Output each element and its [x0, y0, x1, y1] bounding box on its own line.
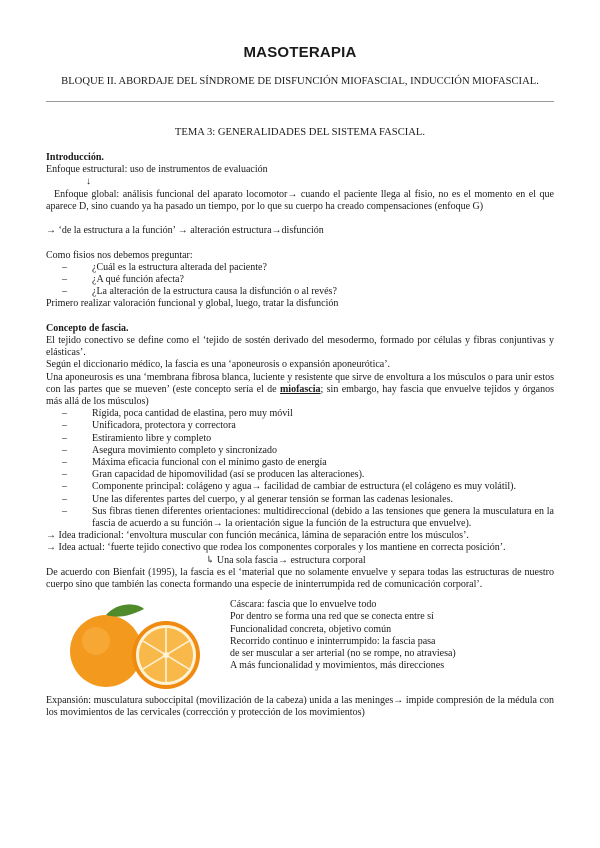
bienfait-quote: De acuerdo con Bienfait (1995), la fascia es el ‘material que no solamente envuelve y separa todas las estructuras de nuestro cuerpo sino que también las conecta formando una especie de ininterrumpida red de comunicación corporal’.	[46, 566, 554, 591]
concept-heading: Concepto de fascia.	[46, 322, 129, 334]
concept-p3-end: ; sin embargo, hay fascia que envuelve tejidos y órganos más allá de los músculos)	[46, 383, 554, 408]
topic-heading: TEMA 3: GENERALIDADES DEL SISTEMA FASCIAL.	[174, 127, 426, 138]
concept-p3-start: Una aponeurosis es una ‘membrana fibrosa blanca, luciente y resistente que sirve de envoltura a los músculos o para unir estos con las partes que se mueven’ (este concepto sería el de	[46, 371, 554, 395]
intro-structural: Enfoque estructural: uso de instrumentos de evaluación	[46, 164, 268, 176]
list-item: – ¿La alteración de la estructura causa la disfunción o al revés?	[46, 286, 554, 298]
idea-current: → Idea actual: ‘fuerte tejido conectivo que rodea los componentes corporales y los mantiene en correcta posición’.	[46, 542, 506, 554]
down-arrow: ↓	[86, 176, 91, 188]
intro-global: Enfoque global: análisis funcional del aparato locomotor→ cuando el paciente llega al fisio, no es el momento en el que aparece D, sino cuando ya ha pasado un tiempo, por lo que su cuerpo ha creado compensaciones (enfoque G)	[46, 188, 554, 212]
list-item: – Gran capacidad de hipomovilidad (así se producen las alteraciones).	[46, 469, 554, 481]
orange-section	[46, 599, 554, 691]
list-item: – Máxima eficacia funcional con el mínimo gasto de energía	[46, 457, 554, 469]
fascia-properties-list	[46, 408, 554, 530]
orange-image	[66, 599, 212, 691]
document-body	[46, 152, 554, 720]
orange-note: Funcionalidad concreta, objetivo común	[230, 623, 392, 635]
miofascia-term: miofascia	[279, 383, 321, 395]
list-item: – Rígida, poca cantidad de elastina, pero muy móvil	[46, 408, 554, 420]
list-item: – ¿A qué función afecta?	[46, 274, 554, 286]
orange-note: Cáscara: fascia que lo envuelve todo	[230, 599, 377, 611]
list-item: – Estiramiento libre y completo	[46, 433, 554, 445]
concept-paragraph-3	[46, 372, 554, 409]
list-item: – ¿Cuál es la estructura alterada del paciente?	[46, 262, 554, 274]
intro-heading: Introducción.	[46, 152, 104, 163]
orange-note: Por dentro se forma una red que se conecta entre sí	[230, 611, 434, 623]
questions-list	[46, 262, 554, 299]
concept-paragraph-1: El tejido conectivo se define como el ‘tejido de sostén derivado del mesodermo, formado por células y fibras conjuntivas y elásticas’.	[46, 335, 554, 359]
idea-current-sub: ↳ Una sola fascia→ estructura corporal	[206, 554, 366, 566]
list-item: – Unificadora, protectora y correctora	[46, 420, 554, 432]
expansion-paragraph: Expansión: musculatura suboccipital (movilización de la cabeza) unida a las meninges→ impide compresión de la médula con los movimientos de las cervicales (corrección y protección de los movimientos)	[46, 695, 554, 719]
list-item: – Une las diferentes partes del cuerpo, y al generar tensión se forman las cadenas lesionales.	[46, 494, 554, 506]
block-subtitle: BLOQUE II. ABORDAJE DEL SÍNDROME DE DISFUNCIÓN MIOFASCIAL, INDUCCIÓN MIOFASCIAL.	[61, 76, 539, 87]
list-item: – Sus fibras tienen diferentes orientaciones: multidireccional (debido a las tensiones que genera la musculatura en la fascia de acuerdo a su función→ la orientación sigue la función de la estructura que envuelve).	[46, 506, 554, 530]
orange-note: A más funcionalidad y movimientos, más direcciones	[230, 660, 445, 672]
orange-note: de ser muscular a ser arterial (no se rompe, no atraviesa)	[230, 648, 456, 660]
orange-note: Recorrido continuo e ininterrumpido: la fascia pasa	[230, 635, 436, 647]
idea-traditional: → Idea tradicional: ‘envoltura muscular con función mecánica, lámina de separación entre los músculos’.	[46, 530, 469, 542]
questions-intro: Como fisios nos debemos preguntar:	[46, 249, 193, 261]
intro-conclusion: Primero realizar valoración funcional y global, luego, tratar la disfunción	[46, 298, 339, 310]
list-item: – Asegura movimiento completo y sincronizado	[46, 445, 554, 457]
header-divider	[46, 101, 554, 102]
list-item: – Componente principal: colágeno y agua→ facilidad de cambiar de estructura (el colágeno es muy volátil).	[46, 481, 554, 493]
intro-structure-function: → ‘de la estructura a la función’ → alteración estructura→disfunción	[46, 225, 324, 237]
concept-paragraph-2: Según el diccionario médico, la fascia es una ‘aponeurosis o expansión aponeurótica’.	[46, 359, 391, 371]
document-title: MASOTERAPIA	[243, 44, 357, 61]
orange-notes	[230, 599, 456, 672]
